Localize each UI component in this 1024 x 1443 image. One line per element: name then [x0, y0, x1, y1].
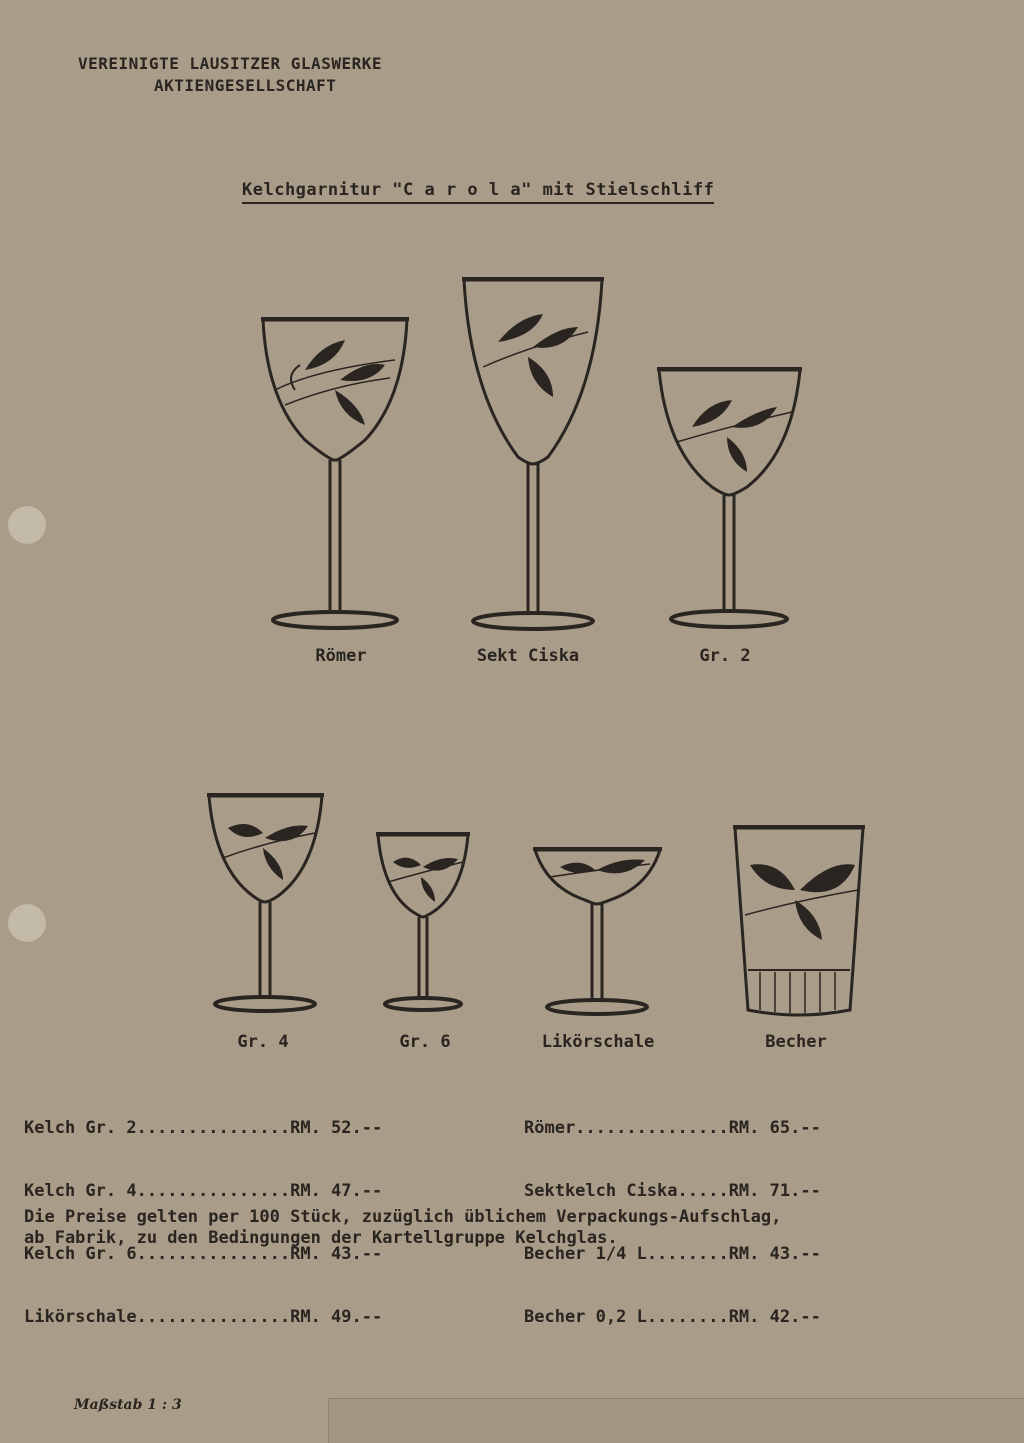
price-line: Likörschale...............RM. 49.--: [24, 1307, 383, 1327]
page-title: Kelchgarnitur "C a r o l a" mit Stielschliff: [242, 180, 714, 204]
underlying-sheet-edge: [328, 1398, 1024, 1443]
price-line: Sektkelch Ciska.....RM. 71.--: [524, 1181, 821, 1201]
terms-line: Die Preise gelten per 100 Stück, zuzüglich üblichem Verpackungs-Aufschlag,: [24, 1207, 782, 1227]
roemer-glass-drawing: [255, 310, 415, 635]
price-line: Becher 0,2 L........RM. 42.--: [524, 1307, 821, 1327]
price-line: Kelch Gr. 2...............RM. 52.--: [24, 1118, 383, 1138]
terms-note: [24, 1207, 781, 1249]
glass-label-becher: Becher: [765, 1032, 827, 1052]
price-line: Becher 1/4 L........RM. 43.--: [524, 1244, 821, 1264]
company-form: AKTIENGESELLSCHAFT: [154, 76, 337, 95]
punch-hole: [8, 904, 46, 942]
glass-label-roemer: Römer: [315, 646, 367, 666]
glass-label-gr4: Gr. 4: [237, 1032, 289, 1052]
gr2-glass-drawing: [652, 362, 807, 635]
punch-hole: [8, 506, 46, 544]
price-line: Kelch Gr. 4...............RM. 47.--: [24, 1181, 383, 1201]
price-line: Römer...............RM. 65.--: [524, 1118, 821, 1138]
likoerschale-glass-drawing: [530, 842, 665, 1018]
gr6-glass-drawing: [373, 827, 473, 1018]
scale-note: Maßstab 1 : 3: [74, 1397, 182, 1413]
glass-label-gr6: Gr. 6: [399, 1032, 451, 1052]
sekt-ciska-glass-drawing: [458, 272, 608, 635]
terms-line: ab Fabrik, zu den Bedingungen der Kartellgruppe Kelchglas.: [24, 1228, 618, 1248]
becher-glass-drawing: [730, 820, 868, 1022]
glass-label-likoerschale: Likörschale: [541, 1032, 655, 1052]
price-line: Kelch Gr. 6...............RM. 43.--: [24, 1244, 383, 1264]
company-name: VEREINIGTE LAUSITZER GLASWERKE: [78, 54, 382, 73]
glass-label-sekt-ciska: Sekt Ciska: [476, 646, 580, 666]
glass-label-gr2: Gr. 2: [699, 646, 751, 666]
gr4-glass-drawing: [203, 788, 328, 1018]
